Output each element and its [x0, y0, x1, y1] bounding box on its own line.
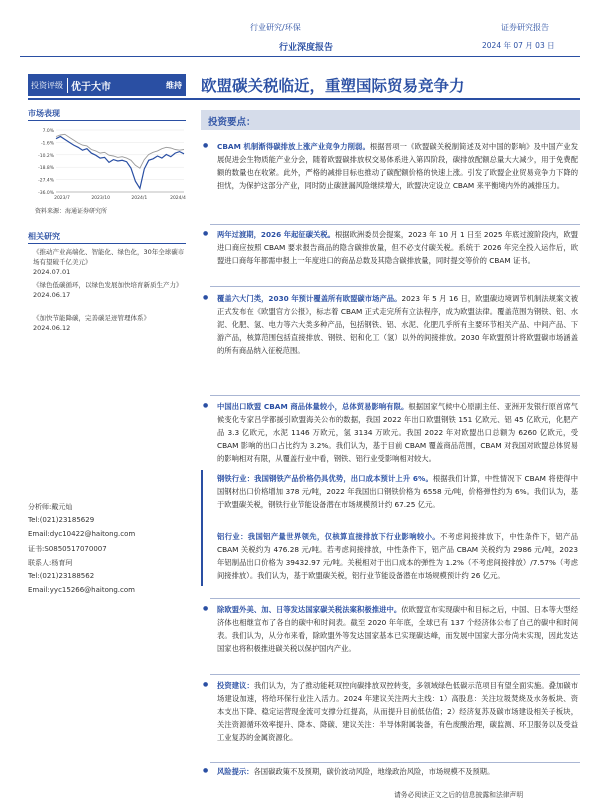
related-section-label: 相关研究: [28, 232, 60, 241]
related-item-title: 《绿色低碳循环，以绿色发展加快培育新质生产力》: [33, 281, 183, 289]
subpoint-steel: [217, 472, 578, 511]
divider: [210, 598, 580, 599]
point-body: 2023 年 5 月 16 日，欧盟碳边境调节机制法规案文被正式发布在《欧盟官方公报》，标志着 CBAM 正式走完所有立法程序，成为欧盟法律。覆盖范围为钢铁、铝、水泥、化肥、氢、电力等六大类多种产品，包括钢铁、铝、水泥、化肥几乎所有主要环节相关产品、中间产品、下游产品，核算范围包括直接排放、钢铁、铝和化工（氢）以外的间接排放。2030 年欧盟预计将欧盟碳市场涵盖的所有商品纳入征税范围。: [217, 294, 578, 355]
point-item: [203, 140, 578, 192]
point-body: 根据晋项一《欧盟碳关税制简述及对中国的影响》及中国产业发展促进会生物质能产业分会，随着欧盟碳排放权交易体系进入第四阶段，碳排放配额总量大大减少，用于免费配额的数量也在收紧。此外，严格的减排目标也推动了碳配额价格的快速上涨。引发了欧盟企业贸易竞争力下降的担忧，为保护这部分产业，同时防止碳泄漏风险继续增大，欧盟决定设立 CBAM 来平衡境内外的减排压力。: [217, 142, 578, 190]
point-body: 我们认为，为了推动能耗双控向碳排放双控转变，多领域绿色低碳示范项目有望全面实施。叠加碳市场建设加速，将给环保行业注入活力。2024 年建议关注两大主线：1）高股息：关注垃圾焚烧及水务板块、资本支出下降、稳定运营现金流可支撑分红提高，从而提升目前低估值；2）经济复苏及碳市场建设相关子板块，关注资源循环效率提升、降本、降碳、建议关注：半导体附属装备，有色废酸治理，碳监测、环卫服务以及受益工业复苏的金属资源化。: [217, 681, 578, 742]
point-head: 投资建议：: [217, 681, 254, 690]
related-item-date: 2024.07.01: [33, 268, 71, 276]
bullet-icon: ●: [203, 767, 209, 774]
point-head: 覆盖六大门类，2030 年预计覆盖所有欧盟碳市场产品。: [217, 294, 402, 303]
x-tick-label: 2023/7: [54, 196, 70, 201]
contact-email[interactable]: Email:yyc15266@haitong.com: [28, 586, 135, 594]
rating-box: [28, 74, 186, 96]
report-type: 行业深度报告: [279, 43, 334, 53]
report-brand: 证券研究报告: [501, 23, 549, 32]
subpoint-accent-bar: [201, 470, 203, 586]
related-item[interactable]: [33, 313, 189, 333]
x-tick-label: 2024/1: [131, 196, 148, 201]
y-tick-label: 7.0%: [42, 129, 54, 134]
market-divider: [28, 120, 186, 121]
bullet-icon: ●: [203, 230, 209, 237]
market-section-label: 市场表现: [28, 109, 60, 118]
divider: [210, 762, 580, 763]
x-tick-label: 2024/4: [170, 196, 186, 201]
y-tick-label: -10.2%: [38, 153, 54, 159]
related-item[interactable]: [33, 247, 189, 277]
point-body: 依欧盟宣布实现碳中和目标之后，中国、日本等大型经济体也相继宣布了各自的碳中和时间表。截至 2020 年年底，全球已有 137 个经济体公布了自己的碳中和时间表。我们认为，从分布来看，除欧盟外等发达国家基本已实现碳达峰，而发展中国家大部分尚未实现，因此发达国家也将积极推进碳关税以保护国内产业。: [217, 605, 578, 653]
point-head: 除欧盟外美、加、日等发达国家碳关税法案积极推进中。: [217, 605, 402, 614]
analyst-email[interactable]: Email:dyc10422@haitong.com: [28, 530, 136, 538]
subpoint-head: 钢铁行业：我国钢铁产品价格仍具优势，出口成本预计上升 6%。: [217, 474, 433, 483]
points-title: 投资要点：: [208, 117, 256, 128]
divider: [210, 286, 580, 287]
points-header-bar: [201, 110, 580, 130]
point-item: [203, 765, 578, 778]
point-head: 中国出口欧盟 CBAM 商品体量较小，总体贸易影响有限。: [217, 402, 409, 411]
contact-tel: Tel:(021)23188562: [28, 572, 95, 580]
point-body: 根据欧洲委员会提案，2023 年 10 月 1 日至 2025 年底过渡阶段内，欧盟进口商应按照 CBAM 要求报告商品的隐含碳排放量，但不必支付碳关税。系统于 2026 年完全投入运作后，欧盟进口商每年都需申报上一年度进口的商品总数及其隐含碳排放量，同时提交等价的 CBAM 证书。: [217, 230, 578, 265]
analyst-cert: 证书:S0850517070007: [28, 545, 107, 553]
footer-disclaimer: 请务必阅读正文之后的信息披露和法律声明: [394, 791, 524, 799]
point-body: 根据国家气候中心原副主任、亚洲开发银行原首席气候变化专家吕学都援引欧盟海关公布的数据，我国 2022 年出口欧盟钢铁 151 亿欧元、铝 45 亿欧元，化肥产品 3.3 亿欧元，水泥 1146 万欧元，氢 3134 万欧元。我国 2022 年对欧盟出口总额为 6260 亿欧元，受 CBAM 影响的出口占比约为 3.2%。我们认为，基于目前 CBAM 覆盖商品范围，CBAM 对我国对欧盟总体贸易的影响相对有限，从覆盖行业中看，钢铁、铝行业受影响相对较大。: [217, 402, 579, 463]
bullet-icon: ●: [203, 681, 209, 688]
report-category: 行业研究/环保: [250, 23, 301, 32]
point-head: CBAM 机制渐得碳排放上涨产业竞争力削弱。: [217, 142, 370, 151]
related-item-date: 2024.06.12: [33, 324, 71, 332]
point-item: [203, 679, 578, 744]
point-item: [203, 603, 578, 655]
x-tick-label: 2023/10: [91, 196, 111, 201]
related-item-title: 《加快节能降碳，完善碳足迹管理体系》: [33, 314, 150, 322]
point-item: [203, 292, 578, 357]
chart-source: 资料来源：海通证券研究所: [35, 208, 108, 215]
series-line: [56, 137, 184, 189]
y-tick-label: -36.0%: [38, 191, 54, 196]
bullet-icon: ●: [203, 402, 209, 409]
title-divider: [28, 98, 580, 100]
y-tick-label: -27.4%: [38, 178, 54, 184]
contact-name: 联系人:杨育珂: [28, 559, 73, 567]
related-divider: [28, 243, 186, 244]
analyst-name: 分析师:戴元灿: [28, 503, 73, 511]
subpoint-body: 根据我们计算，中性情况下 CBAM 将使得中国钢材出口价格增加 378 元/吨，2022 年我国出口钢铁价格为 6558 元/吨，价格弹性约为 6%。我们认为，基于欧盟碳关税，钢铁行业节能设备潜在市场规模预计约 67.25 亿元。: [217, 474, 578, 509]
related-item-date: 2024.06.17: [33, 291, 71, 299]
point-head: 风险提示：: [217, 767, 254, 776]
header-divider: [20, 56, 580, 57]
bullet-icon: ●: [203, 294, 209, 301]
subpoint-head: 铝行业：我国铝产量世界领先，仅核算直接排放下行业影响较小。: [217, 532, 440, 541]
subpoint-aluminum: [217, 530, 578, 582]
bullet-icon: ●: [203, 142, 209, 149]
related-item[interactable]: [33, 280, 189, 300]
divider: [210, 395, 580, 396]
page-title: 欧盟碳关税临近，重塑国际贸易竞争力: [201, 76, 465, 95]
market-performance-chart: [28, 124, 188, 202]
divider: [210, 224, 580, 225]
point-head: 两年过渡期，2026 年起征碳关税。: [217, 230, 335, 239]
analyst-tel: Tel:(021)23185629: [28, 516, 95, 524]
bullet-icon: ●: [203, 605, 209, 612]
y-tick-label: -18.8%: [38, 166, 54, 172]
series-line: [56, 134, 184, 168]
point-item: [203, 400, 578, 465]
divider: [210, 674, 580, 675]
y-tick-label: -1.6%: [40, 141, 54, 147]
rating-action: 维持: [166, 80, 182, 90]
rating-label: 投资评级: [31, 80, 63, 90]
related-item-title: 《推动产业高端化、智能化、绿色化，30年全球碳市场有望破千亿美元》: [33, 248, 185, 266]
point-body: 各国碳政策不及预期，碳价波动风险，地缘政治风险，市场规模不及预期。: [253, 767, 495, 776]
report-date: 2024 年 07 月 03 日: [482, 41, 555, 50]
point-item: [203, 228, 578, 267]
subpoint-body: 不考虑间接排放下，中性条件下，铝产品 CBAM 关税约为 476.28 元/吨。若考虑间接排放，中性条件下，铝产品 CBAM 关税约为 2986 元/吨，2023 年铝制品出口价格为 39432.97 元/吨。关税相对于出口成本的弹性为 1.2%（不考虑间接排放）/7.57%（考虑间接排放）。我们认为，基于欧盟碳关税，铝行业节能设备潜在市场规模预计约 26 亿元。: [217, 532, 579, 580]
rating-value: 优于大市: [67, 78, 111, 93]
